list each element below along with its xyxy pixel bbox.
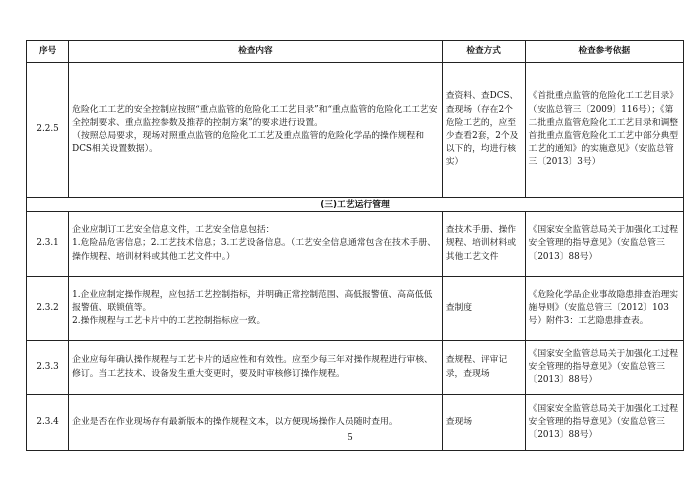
row-basis: 《危险化学品企业事故隐患排查治理实施导则》（安监总管三〔2012〕103号）附件3：工艺隐患排查表。 <box>525 277 683 341</box>
table-row <box>27 212 684 277</box>
row-num: 2.2.5 <box>27 63 69 198</box>
row-content: 企业是否在作业现场存有最新版本的操作规程文本，以方便现场操作人员随时查用。 <box>69 395 443 451</box>
row-content: 企业应每年确认操作规程与工艺卡片的适应性和有效性。应至少每三年对操作规程进行审核、修订。当工艺技术、设备发生重大变更时，要及时审核修订操作规程。 <box>69 341 443 395</box>
table-row <box>27 277 684 341</box>
section-header-row <box>27 198 684 212</box>
row-content: 1.企业应制定操作规程，应包括工艺控制指标，并明确正常控制范围、高低报警值、高高低低报警值、联锁值等。 2.操作规程与工艺卡片中的工艺控制指标应一致。 <box>69 277 443 341</box>
row-method: 查现场 <box>442 395 525 451</box>
table-header-row <box>27 41 684 63</box>
header-basis: 检查参考依据 <box>525 41 683 63</box>
row-basis: 《国家安全监管总局关于加强化工过程安全管理的指导意见》（安监总管三〔2013〕88号） <box>525 341 683 395</box>
row-num: 2.3.4 <box>27 395 69 451</box>
row-basis: 《首批重点监管的危险化工工艺目录》（安监总管三〔2009〕116号）；《第二批重点监管危险化工工艺目录和调整首批重点监管危险化工工艺中部分典型工艺的通知》的实施意见》（安监总管三〔2013〕3号） <box>525 63 683 198</box>
row-num: 2.3.1 <box>27 212 69 277</box>
header-num: 序号 <box>27 41 69 63</box>
section-title: (三)工艺运行管理 <box>27 198 684 212</box>
row-basis: 《国家安全监管总局关于加强化工过程安全管理的指导意见》（安监总管三〔2013〕88号） <box>525 395 683 451</box>
row-num: 2.3.2 <box>27 277 69 341</box>
header-content: 检查内容 <box>69 41 443 63</box>
row-num: 2.3.3 <box>27 341 69 395</box>
row-basis: 《国家安全监管总局关于加强化工过程安全管理的指导意见》（安监总管三〔2013〕88号） <box>525 212 683 277</box>
table-row <box>27 341 684 395</box>
row-method: 查规程、评审记录，查现场 <box>442 341 525 395</box>
row-method: 查资料、查DCS、查现场（存在2个危险工艺的，应至少查看2套，2个及以下的，均进行核实） <box>442 63 525 198</box>
row-content: 危险化工工艺的安全控制应按照“重点监管的危险化工工艺目录”和“重点监管的危险化工工艺安全控制要求、重点监控参数及推荐的控制方案”的要求进行设置。 （按照总局要求，现场对照重点监管的危险化工工艺及重点监管的危险化学品的操作规程和DCS相关设置数据）。 <box>69 63 443 198</box>
inspection-table <box>26 40 684 451</box>
row-content: 企业应制订工艺安全信息文件，工艺安全信息包括： 1.危险品危害信息；2.工艺技术信息；3.工艺设备信息。（工艺安全信息通常包含在技术手册、操作规程、培训材料或其他工艺文件中。） <box>69 212 443 277</box>
row-method: 查技术手册、操作规程、培训材料或其他工艺文件 <box>442 212 525 277</box>
page-number: 5 <box>347 432 353 443</box>
table-row <box>27 63 684 198</box>
row-method: 查制度 <box>442 277 525 341</box>
header-method: 检查方式 <box>442 41 525 63</box>
